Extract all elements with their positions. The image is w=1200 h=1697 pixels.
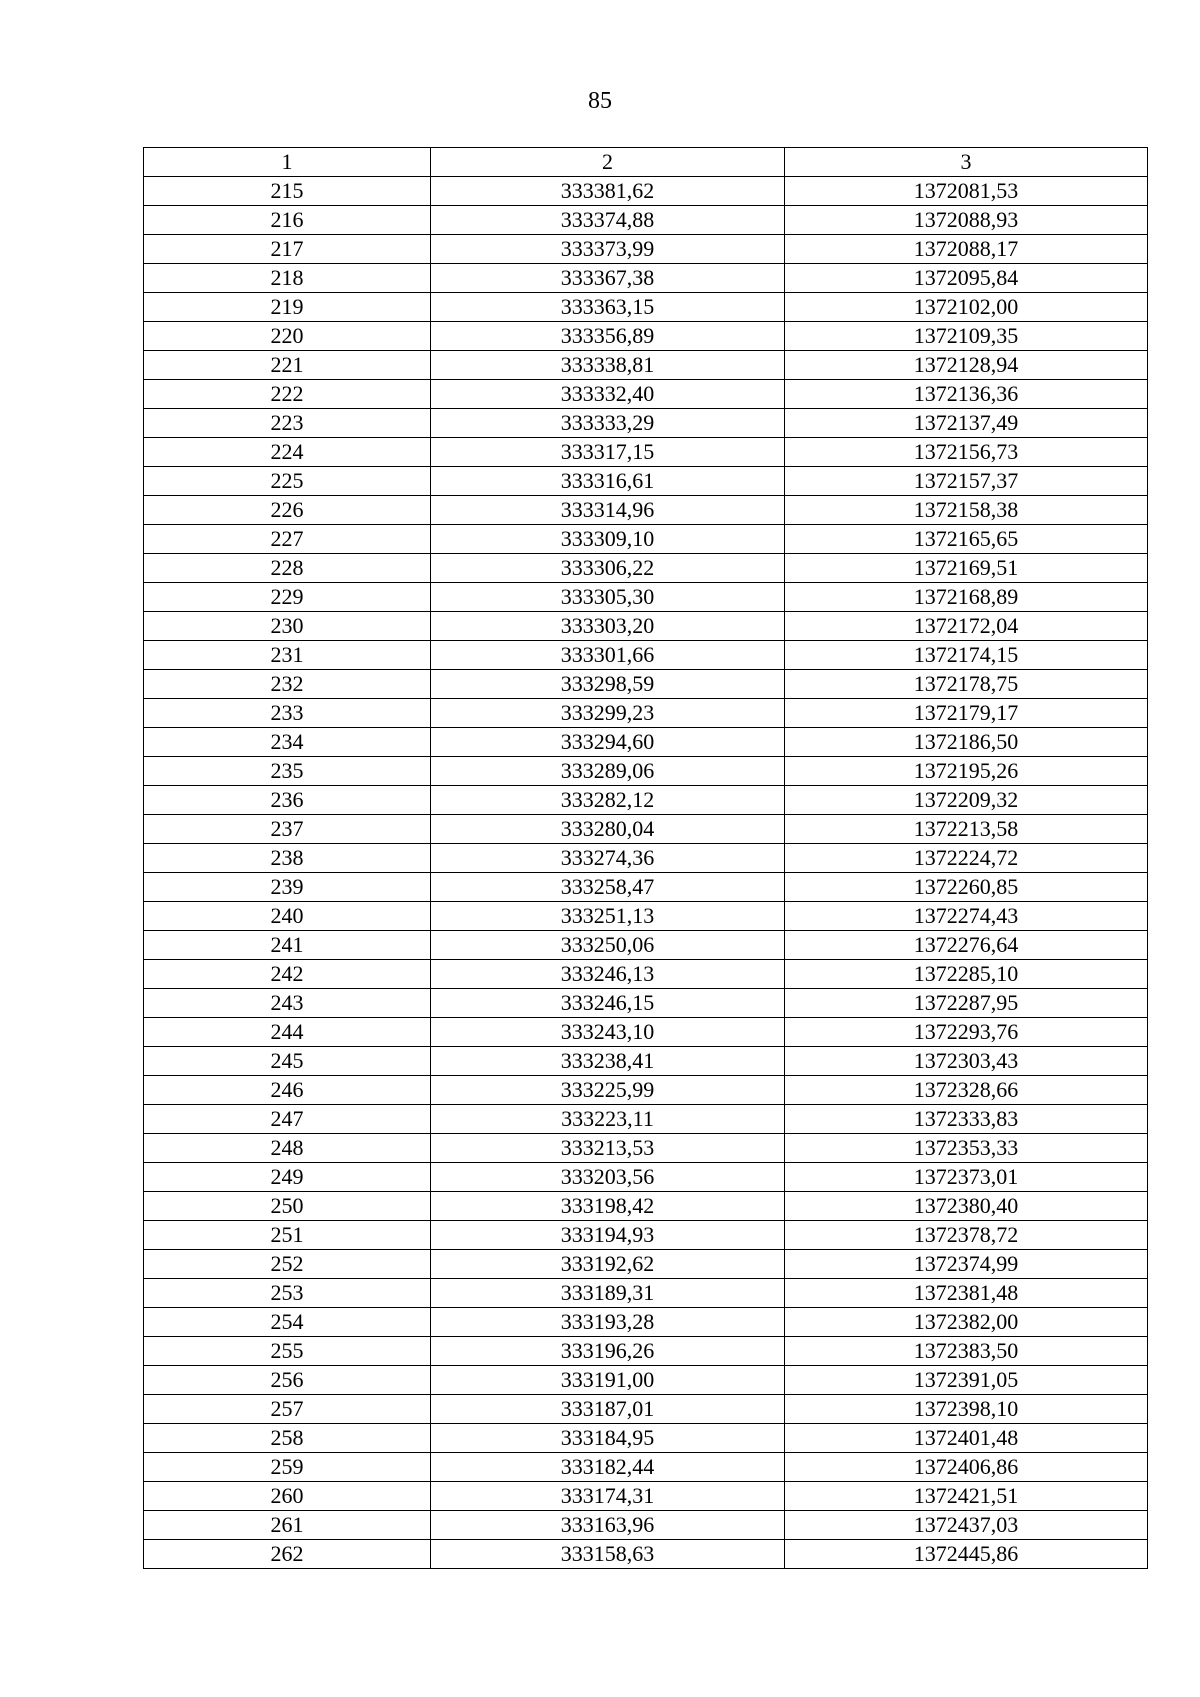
point-number-cell: 249 (144, 1163, 431, 1192)
y-coordinate-cell: 1372303,43 (785, 1047, 1148, 1076)
table-row (144, 1250, 1148, 1279)
point-number-cell: 234 (144, 728, 431, 757)
x-coordinate-cell: 333251,13 (431, 902, 785, 931)
table-row (144, 1192, 1148, 1221)
point-number-cell: 218 (144, 264, 431, 293)
table-row (144, 409, 1148, 438)
point-number-cell: 223 (144, 409, 431, 438)
y-coordinate-cell: 1372445,86 (785, 1540, 1148, 1569)
x-coordinate-cell: 333182,44 (431, 1453, 785, 1482)
point-number-cell: 258 (144, 1424, 431, 1453)
y-coordinate-cell: 1372401,48 (785, 1424, 1148, 1453)
point-number-cell: 222 (144, 380, 431, 409)
y-coordinate-cell: 1372333,83 (785, 1105, 1148, 1134)
table-body (144, 148, 1148, 1569)
point-number-cell: 242 (144, 960, 431, 989)
x-coordinate-cell: 333309,10 (431, 525, 785, 554)
y-coordinate-cell: 1372378,72 (785, 1221, 1148, 1250)
table-row (144, 699, 1148, 728)
x-coordinate-cell: 333192,62 (431, 1250, 785, 1279)
y-coordinate-cell: 1372158,38 (785, 496, 1148, 525)
table-row (144, 1511, 1148, 1540)
column-header: 1 (144, 148, 431, 177)
point-number-cell: 252 (144, 1250, 431, 1279)
y-coordinate-cell: 1372169,51 (785, 554, 1148, 583)
y-coordinate-cell: 1372398,10 (785, 1395, 1148, 1424)
x-coordinate-cell: 333191,00 (431, 1366, 785, 1395)
point-number-cell: 227 (144, 525, 431, 554)
x-coordinate-cell: 333246,13 (431, 960, 785, 989)
x-coordinate-cell: 333333,29 (431, 409, 785, 438)
table-row (144, 206, 1148, 235)
table-row (144, 612, 1148, 641)
x-coordinate-cell: 333163,96 (431, 1511, 785, 1540)
table-row (144, 380, 1148, 409)
column-header: 3 (785, 148, 1148, 177)
point-number-cell: 262 (144, 1540, 431, 1569)
x-coordinate-cell: 333367,38 (431, 264, 785, 293)
table-row (144, 467, 1148, 496)
y-coordinate-cell: 1372168,89 (785, 583, 1148, 612)
point-number-cell: 250 (144, 1192, 431, 1221)
point-number-cell: 216 (144, 206, 431, 235)
x-coordinate-cell: 333289,06 (431, 757, 785, 786)
x-coordinate-cell: 333194,93 (431, 1221, 785, 1250)
table-row (144, 1308, 1148, 1337)
x-coordinate-cell: 333258,47 (431, 873, 785, 902)
x-coordinate-cell: 333196,26 (431, 1337, 785, 1366)
x-coordinate-cell: 333250,06 (431, 931, 785, 960)
point-number-cell: 233 (144, 699, 431, 728)
table-row (144, 1482, 1148, 1511)
y-coordinate-cell: 1372137,49 (785, 409, 1148, 438)
point-number-cell: 220 (144, 322, 431, 351)
table-row (144, 960, 1148, 989)
y-coordinate-cell: 1372109,35 (785, 322, 1148, 351)
point-number-cell: 230 (144, 612, 431, 641)
point-number-cell: 251 (144, 1221, 431, 1250)
table-row (144, 351, 1148, 380)
table-row (144, 1047, 1148, 1076)
y-coordinate-cell: 1372186,50 (785, 728, 1148, 757)
coordinates-table (143, 147, 1148, 1569)
x-coordinate-cell: 333213,53 (431, 1134, 785, 1163)
table-row (144, 670, 1148, 699)
point-number-cell: 217 (144, 235, 431, 264)
x-coordinate-cell: 333356,89 (431, 322, 785, 351)
y-coordinate-cell: 1372128,94 (785, 351, 1148, 380)
point-number-cell: 229 (144, 583, 431, 612)
x-coordinate-cell: 333301,66 (431, 641, 785, 670)
point-number-cell: 221 (144, 351, 431, 380)
point-number-cell: 238 (144, 844, 431, 873)
point-number-cell: 245 (144, 1047, 431, 1076)
point-number-cell: 239 (144, 873, 431, 902)
point-number-cell: 237 (144, 815, 431, 844)
table-row (144, 844, 1148, 873)
y-coordinate-cell: 1372088,93 (785, 206, 1148, 235)
y-coordinate-cell: 1372374,99 (785, 1250, 1148, 1279)
y-coordinate-cell: 1372136,36 (785, 380, 1148, 409)
table-row (144, 1540, 1148, 1569)
table-row (144, 583, 1148, 612)
y-coordinate-cell: 1372353,33 (785, 1134, 1148, 1163)
y-coordinate-cell: 1372383,50 (785, 1337, 1148, 1366)
table-row (144, 902, 1148, 931)
x-coordinate-cell: 333193,28 (431, 1308, 785, 1337)
y-coordinate-cell: 1372382,00 (785, 1308, 1148, 1337)
point-number-cell: 254 (144, 1308, 431, 1337)
table-row (144, 1105, 1148, 1134)
x-coordinate-cell: 333203,56 (431, 1163, 785, 1192)
table-row (144, 989, 1148, 1018)
y-coordinate-cell: 1372157,37 (785, 467, 1148, 496)
y-coordinate-cell: 1372102,00 (785, 293, 1148, 322)
x-coordinate-cell: 333314,96 (431, 496, 785, 525)
point-number-cell: 244 (144, 1018, 431, 1047)
point-number-cell: 240 (144, 902, 431, 931)
table-row (144, 728, 1148, 757)
x-coordinate-cell: 333280,04 (431, 815, 785, 844)
y-coordinate-cell: 1372213,58 (785, 815, 1148, 844)
y-coordinate-cell: 1372437,03 (785, 1511, 1148, 1540)
table-row (144, 554, 1148, 583)
y-coordinate-cell: 1372293,76 (785, 1018, 1148, 1047)
table-row (144, 1395, 1148, 1424)
x-coordinate-cell: 333225,99 (431, 1076, 785, 1105)
y-coordinate-cell: 1372380,40 (785, 1192, 1148, 1221)
y-coordinate-cell: 1372406,86 (785, 1453, 1148, 1482)
point-number-cell: 228 (144, 554, 431, 583)
x-coordinate-cell: 333305,30 (431, 583, 785, 612)
table-row (144, 322, 1148, 351)
point-number-cell: 235 (144, 757, 431, 786)
point-number-cell: 247 (144, 1105, 431, 1134)
x-coordinate-cell: 333189,31 (431, 1279, 785, 1308)
table-header-row (144, 148, 1148, 177)
x-coordinate-cell: 333223,11 (431, 1105, 785, 1134)
table-row (144, 757, 1148, 786)
y-coordinate-cell: 1372209,32 (785, 786, 1148, 815)
point-number-cell: 226 (144, 496, 431, 525)
point-number-cell: 232 (144, 670, 431, 699)
page-number: 85 (588, 88, 612, 114)
point-number-cell: 243 (144, 989, 431, 1018)
table-row (144, 496, 1148, 525)
table-row (144, 1163, 1148, 1192)
y-coordinate-cell: 1372224,72 (785, 844, 1148, 873)
table-row (144, 1279, 1148, 1308)
point-number-cell: 236 (144, 786, 431, 815)
table-row (144, 438, 1148, 467)
table-row (144, 1424, 1148, 1453)
y-coordinate-cell: 1372287,95 (785, 989, 1148, 1018)
y-coordinate-cell: 1372195,26 (785, 757, 1148, 786)
x-coordinate-cell: 333373,99 (431, 235, 785, 264)
x-coordinate-cell: 333298,59 (431, 670, 785, 699)
table-row (144, 1366, 1148, 1395)
y-coordinate-cell: 1372172,04 (785, 612, 1148, 641)
x-coordinate-cell: 333158,63 (431, 1540, 785, 1569)
y-coordinate-cell: 1372179,17 (785, 699, 1148, 728)
point-number-cell: 215 (144, 177, 431, 206)
y-coordinate-cell: 1372328,66 (785, 1076, 1148, 1105)
y-coordinate-cell: 1372274,43 (785, 902, 1148, 931)
y-coordinate-cell: 1372165,65 (785, 525, 1148, 554)
y-coordinate-cell: 1372421,51 (785, 1482, 1148, 1511)
x-coordinate-cell: 333363,15 (431, 293, 785, 322)
point-number-cell: 261 (144, 1511, 431, 1540)
point-number-cell: 231 (144, 641, 431, 670)
table-row (144, 235, 1148, 264)
point-number-cell: 255 (144, 1337, 431, 1366)
y-coordinate-cell: 1372081,53 (785, 177, 1148, 206)
point-number-cell: 259 (144, 1453, 431, 1482)
x-coordinate-cell: 333187,01 (431, 1395, 785, 1424)
column-header: 2 (431, 148, 785, 177)
point-number-cell: 248 (144, 1134, 431, 1163)
table-row (144, 525, 1148, 554)
x-coordinate-cell: 333174,31 (431, 1482, 785, 1511)
table-row (144, 264, 1148, 293)
table-row (144, 1221, 1148, 1250)
table-row (144, 931, 1148, 960)
y-coordinate-cell: 1372156,73 (785, 438, 1148, 467)
table-row (144, 293, 1148, 322)
x-coordinate-cell: 333243,10 (431, 1018, 785, 1047)
x-coordinate-cell: 333316,61 (431, 467, 785, 496)
y-coordinate-cell: 1372260,85 (785, 873, 1148, 902)
x-coordinate-cell: 333332,40 (431, 380, 785, 409)
x-coordinate-cell: 333294,60 (431, 728, 785, 757)
table-row (144, 177, 1148, 206)
table-row (144, 873, 1148, 902)
point-number-cell: 224 (144, 438, 431, 467)
y-coordinate-cell: 1372276,64 (785, 931, 1148, 960)
point-number-cell: 253 (144, 1279, 431, 1308)
x-coordinate-cell: 333299,23 (431, 699, 785, 728)
y-coordinate-cell: 1372381,48 (785, 1279, 1148, 1308)
table-row (144, 1134, 1148, 1163)
x-coordinate-cell: 333184,95 (431, 1424, 785, 1453)
y-coordinate-cell: 1372088,17 (785, 235, 1148, 264)
table-row (144, 815, 1148, 844)
y-coordinate-cell: 1372095,84 (785, 264, 1148, 293)
x-coordinate-cell: 333338,81 (431, 351, 785, 380)
x-coordinate-cell: 333198,42 (431, 1192, 785, 1221)
table-row (144, 1018, 1148, 1047)
table-row (144, 641, 1148, 670)
y-coordinate-cell: 1372178,75 (785, 670, 1148, 699)
point-number-cell: 225 (144, 467, 431, 496)
y-coordinate-cell: 1372373,01 (785, 1163, 1148, 1192)
y-coordinate-cell: 1372174,15 (785, 641, 1148, 670)
table-row (144, 1453, 1148, 1482)
x-coordinate-cell: 333303,20 (431, 612, 785, 641)
x-coordinate-cell: 333317,15 (431, 438, 785, 467)
x-coordinate-cell: 333282,12 (431, 786, 785, 815)
point-number-cell: 246 (144, 1076, 431, 1105)
table-row (144, 1076, 1148, 1105)
table-row (144, 1337, 1148, 1366)
x-coordinate-cell: 333274,36 (431, 844, 785, 873)
x-coordinate-cell: 333374,88 (431, 206, 785, 235)
point-number-cell: 219 (144, 293, 431, 322)
point-number-cell: 241 (144, 931, 431, 960)
table-row (144, 786, 1148, 815)
x-coordinate-cell: 333381,62 (431, 177, 785, 206)
point-number-cell: 256 (144, 1366, 431, 1395)
point-number-cell: 260 (144, 1482, 431, 1511)
x-coordinate-cell: 333246,15 (431, 989, 785, 1018)
x-coordinate-cell: 333306,22 (431, 554, 785, 583)
y-coordinate-cell: 1372391,05 (785, 1366, 1148, 1395)
point-number-cell: 257 (144, 1395, 431, 1424)
y-coordinate-cell: 1372285,10 (785, 960, 1148, 989)
x-coordinate-cell: 333238,41 (431, 1047, 785, 1076)
